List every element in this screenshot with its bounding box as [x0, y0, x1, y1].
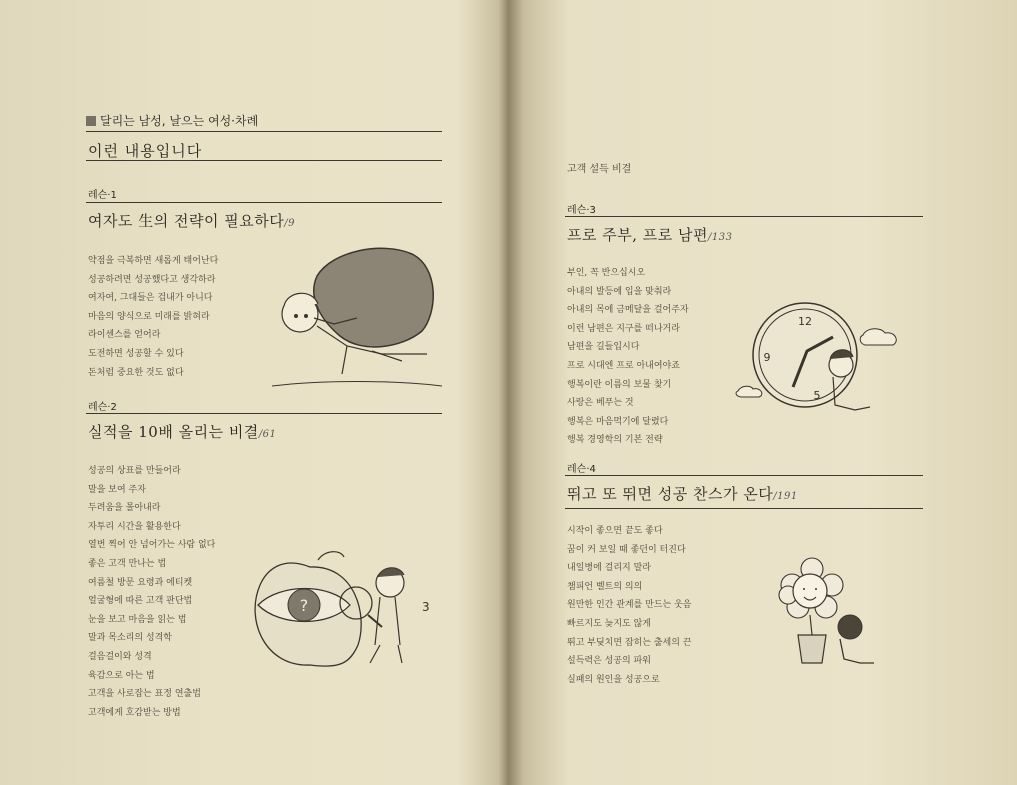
list-item: 실패의 원인을 성공으로 — [567, 674, 660, 685]
header-rule — [86, 131, 442, 132]
lesson-3-items — [567, 264, 689, 450]
lesson-4-title-text: 뛰고 또 뛰면 성공 찬스가 온다 — [567, 485, 774, 503]
list-item: 마음의 양식으로 미래를 밝혀라 — [88, 311, 210, 322]
list-item: 자투리 시간을 활용한다 — [88, 521, 181, 532]
list-item: 꿈이 커 보일 때 좋던이 터진다 — [567, 544, 686, 555]
clock-number-12: 12 — [798, 315, 812, 328]
clock-kid-illustration — [735, 295, 910, 425]
lesson-2-page-number: /61 — [258, 429, 277, 440]
list-item: 눈을 보고 마음을 읽는 법 — [88, 614, 187, 625]
lesson-4-rule — [565, 475, 923, 476]
list-item: 여자여, 그대들은 겁내가 아니다 — [88, 293, 213, 304]
lesson-2-title — [88, 421, 276, 442]
lesson-3-page-number: /133 — [708, 232, 733, 243]
list-item: 뛰고 부딪치면 잡히는 출세의 끈 — [567, 637, 692, 648]
title-rule — [86, 160, 442, 161]
list-item: 시작이 좋으면 끝도 좋다 — [567, 526, 663, 536]
lesson-1-items — [88, 252, 218, 382]
header-text: 달리는 남성, 날으는 여성·차례 — [100, 114, 259, 128]
lesson-1-title — [88, 210, 295, 231]
list-item: 빠르지도 늦지도 않게 — [567, 618, 651, 629]
list-item: 부인, 꼭 반으십시오 — [567, 268, 646, 278]
lesson-2-rule — [86, 413, 442, 414]
list-item: 성공의 상표를 만들어라 — [88, 466, 181, 476]
list-item: 도전하면 성공할 수 있다 — [88, 348, 184, 359]
lesson-1-rule — [86, 202, 442, 203]
list-item: 두려움을 몰아내라 — [88, 503, 161, 514]
lesson-4-label: 레슨·4 — [567, 464, 596, 475]
clock-number-9: 9 — [763, 351, 771, 364]
book-header — [86, 112, 258, 129]
list-item: 챔피언 벨트의 의의 — [567, 581, 643, 592]
list-item: 고객을 사로잡는 표정 연출법 — [88, 689, 201, 700]
lesson-3-title — [567, 224, 732, 245]
square-bullet-icon — [86, 116, 96, 126]
lesson-4-title-rule — [565, 508, 923, 509]
list-item: 얼굴형에 따른 고객 판단법 — [88, 596, 193, 607]
lesson-4-page-number: /191 — [773, 491, 798, 502]
list-item: 고객에게 호감받는 방법 — [88, 707, 181, 718]
lesson-3-rule — [565, 216, 923, 217]
boy-pushing-boulder-illustration — [262, 236, 447, 396]
list-item: 설득력은 성공의 파워 — [567, 656, 651, 667]
list-item: 내일병에 걸리지 말라 — [567, 563, 651, 574]
left-page — [0, 0, 500, 785]
list-item: 라이센스를 얻어라 — [88, 330, 161, 341]
list-item: 약점을 극복하면 새롭게 태어난다 — [88, 256, 219, 266]
clock-number-5: 5 — [813, 389, 821, 402]
list-item: 육감으로 아는 법 — [88, 670, 155, 681]
lesson-3-label: 레슨·3 — [567, 205, 596, 216]
list-item: 행복이란 이름의 보물 찾기 — [567, 379, 672, 390]
list-item: 사랑은 베푸는 것 — [567, 398, 634, 409]
lesson-2-items — [88, 462, 215, 722]
list-item: 좋은 고객 만나는 법 — [88, 558, 167, 569]
list-item: 프로 시대엔 프로 아내여야죠 — [567, 360, 680, 371]
question-mark-glyph: ? — [299, 596, 309, 615]
list-item: 아내의 목에 금메달을 걸어주자 — [567, 305, 689, 316]
list-item: 남편을 길들입시다 — [567, 342, 640, 353]
lesson-3-title-text: 프로 주부, 프로 남편 — [567, 226, 708, 244]
lesson-1-title-text: 여자도 生의 전략이 필요하다 — [88, 212, 285, 230]
apple-eye-magnifier-illustration — [240, 545, 440, 675]
page-title: 이런 내용입니다 — [88, 142, 203, 160]
lesson-4-title — [567, 483, 798, 504]
list-item: 이런 남편은 지구를 떠나거라 — [567, 323, 680, 334]
list-item: 말과 목소리의 성격학 — [88, 633, 172, 644]
lesson-4-items — [567, 522, 691, 689]
list-item: 행복 경영학의 기본 전략 — [567, 435, 663, 446]
lesson-2-title-text: 실적을 10배 올리는 비결 — [88, 423, 259, 441]
list-item: 행복은 마음먹기에 달렸다 — [567, 416, 669, 427]
list-item: 돈처럼 중요한 것도 없다 — [88, 367, 184, 378]
running-head: 고객 설득 비결 — [567, 164, 632, 175]
lesson-1-page-number: /9 — [284, 218, 295, 229]
list-item: 여름철 방문 요령과 에티켓 — [88, 577, 193, 588]
list-item: 열번 찍어 안 넘어가는 사람 없다 — [88, 540, 216, 551]
list-item: 원만한 인간 관계를 만드는 웃음 — [567, 600, 692, 611]
list-item: 걸음걸이와 성격 — [88, 651, 152, 662]
lesson-1-label: 레슨·1 — [88, 190, 117, 201]
mark-glyph: 3 — [422, 600, 430, 614]
sunflower-kid-illustration — [770, 555, 890, 675]
list-item: 아내의 발등에 입을 맞춰라 — [567, 286, 672, 297]
lesson-2-label: 레슨·2 — [88, 402, 117, 413]
list-item: 성공하려면 성공했다고 생각하라 — [88, 274, 216, 285]
list-item: 말을 보여 주자 — [88, 484, 146, 495]
